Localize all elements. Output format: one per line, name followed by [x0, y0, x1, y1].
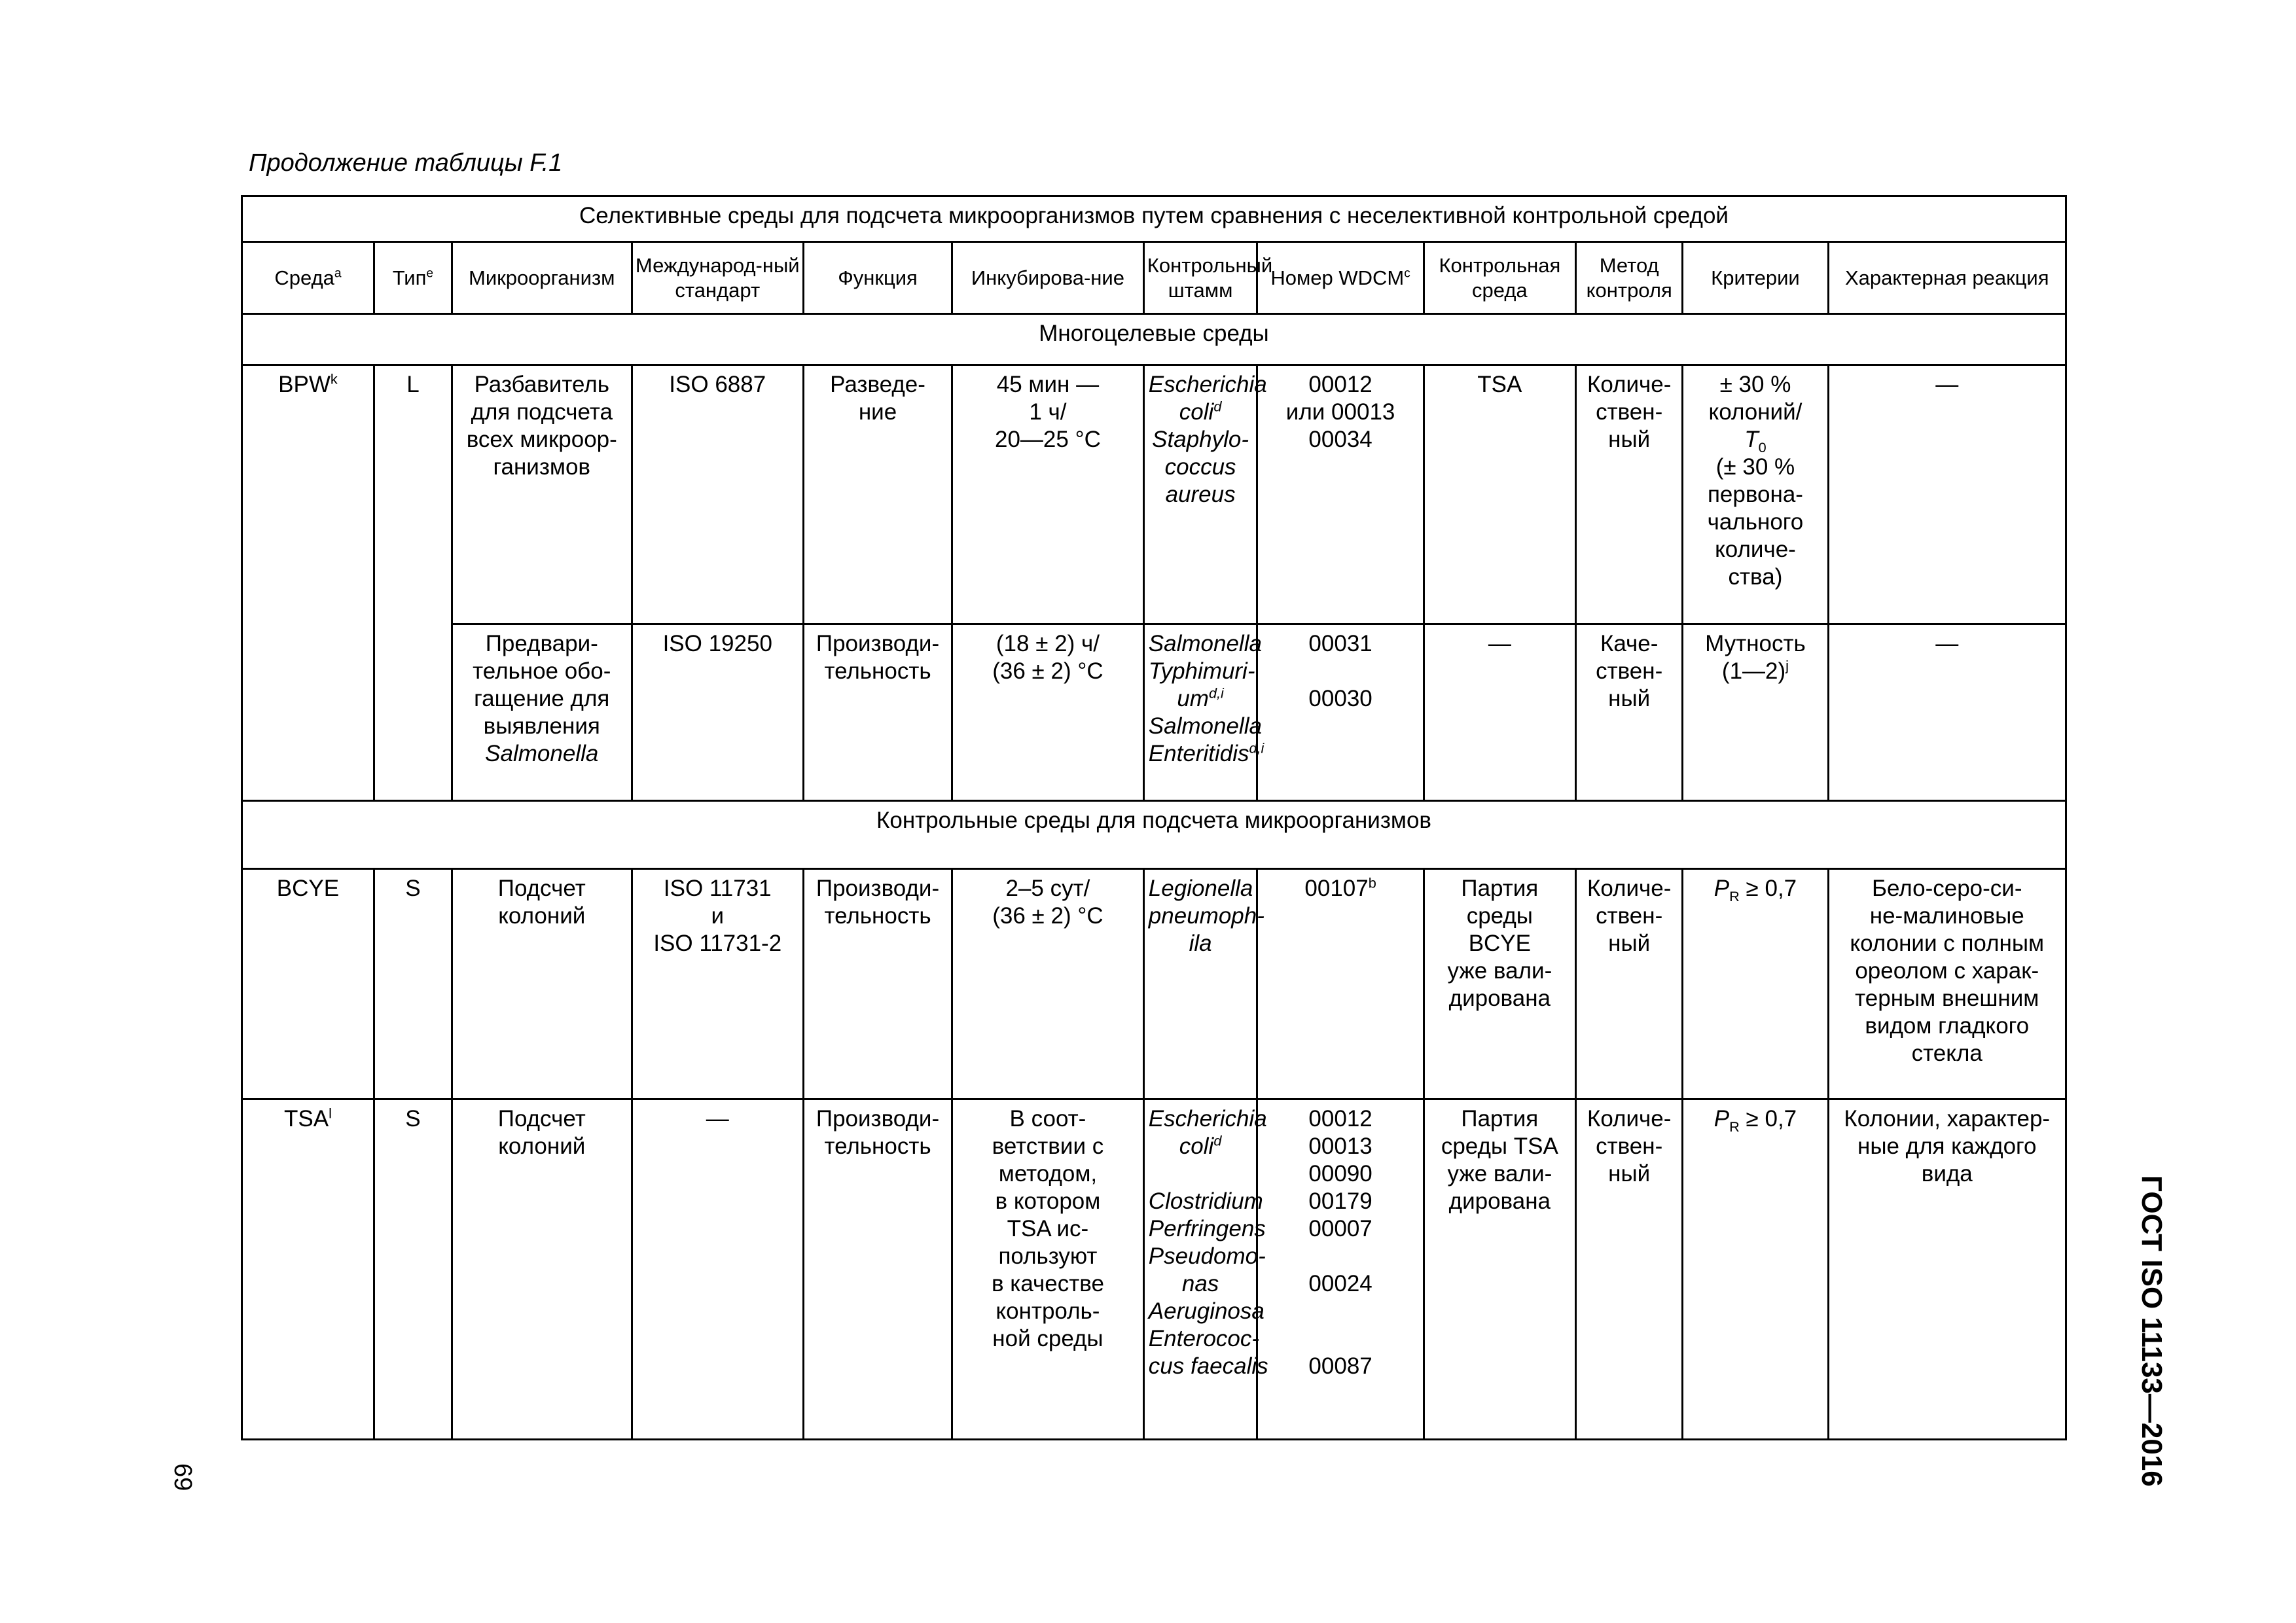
header-microorganism: Микроорганизм: [452, 242, 632, 314]
cell-standard: —: [632, 1099, 803, 1440]
cell-microorganism: Предвари- тельное обо- гащение для выявления Salmonella: [452, 624, 632, 801]
table-row-bpw-2: [242, 624, 2066, 801]
cell-control-medium: TSA: [1424, 365, 1575, 624]
cell-standard: ISO 11731 и ISO 11731-2: [632, 869, 803, 1099]
cell-method: Каче- ствен- ный: [1575, 624, 1683, 801]
table-title: Селективные среды для подсчета микроорганизмов путем сравнения с неселективной контрольной средой: [242, 196, 2066, 242]
cell-wdcm: 00107$^b$: [1257, 869, 1424, 1099]
document-code: ГОСТ ISO 11133—2016: [2136, 1175, 2168, 1487]
cell-type-bpw: L: [374, 365, 452, 801]
media-table: [241, 195, 2067, 1440]
cell-reaction: —: [1828, 624, 2066, 801]
cell-function: Производи- тельность: [803, 869, 952, 1099]
header-medium: Среда$^a$: [242, 242, 374, 314]
cell-method: Количе- ствен- ный: [1575, 1099, 1683, 1440]
cell-method: Количе- ствен- ный: [1575, 869, 1683, 1099]
cell-wdcm: 00012 или 00013 00034: [1257, 365, 1424, 624]
section-multipurpose: Многоцелевые среды: [242, 314, 2066, 365]
cell-incubation: 45 мин — 1 ч/ 20—25 °C: [952, 365, 1144, 624]
header-incubation: Инкубирова-ние: [952, 242, 1144, 314]
section-control-media: Контрольные среды для подсчета микроорганизмов: [242, 801, 2066, 869]
cell-incubation: 2–5 сут/ (36 ± 2) °C: [952, 869, 1144, 1099]
cell-reaction: Колонии, характер- ные для каждого вида: [1828, 1099, 2066, 1440]
cell-function: Разведе- ние: [803, 365, 952, 624]
cell-criteria: $P_R \ge 0,7$: [1683, 1099, 1828, 1440]
cell-standard: ISO 6887: [632, 365, 803, 624]
cell-medium-bpw: BPW$^k$: [242, 365, 374, 801]
cell-function: Производи- тельность: [803, 1099, 952, 1440]
table-caption: Продолжение таблицы F.1: [249, 149, 563, 177]
header-function: Функция: [803, 242, 952, 314]
cell-control-medium: Партия среды TSA уже вали- дирована: [1424, 1099, 1575, 1440]
table-row-bpw-1: [242, 365, 2066, 624]
cell-strain: Legionella pneumoph- ila: [1143, 869, 1257, 1099]
table-row-tsa: [242, 1099, 2066, 1440]
header-standard: Международ-ный стандарт: [632, 242, 803, 314]
cell-reaction: —: [1828, 365, 2066, 624]
page-number: 69: [169, 1463, 196, 1491]
header-criteria: Критерии: [1683, 242, 1828, 314]
cell-strain: Escherichia coli$^d$ Clostridium Perfringens Pseudomo- nas Aeruginosa Enterococ- cus faecalis: [1143, 1099, 1257, 1440]
header-strain: Контрольный штамм: [1143, 242, 1257, 314]
cell-incubation: В соот- ветствии с методом, в котором TSA ис- пользуют в качестве контроль- ной среды: [952, 1099, 1144, 1440]
cell-control-medium: —: [1424, 624, 1575, 801]
header-type: Тип$^e$: [374, 242, 452, 314]
cell-criteria: Мутность (1—2)$^j$: [1683, 624, 1828, 801]
cell-criteria: ± 30 % колоний/ $T_0$ (± 30 % первона- чального количе- ства): [1683, 365, 1828, 624]
cell-strain: Escherichia coli$^d$ Staphylo- coccus aureus: [1143, 365, 1257, 624]
cell-type-bcye: S: [374, 869, 452, 1099]
cell-microorganism: Подсчет колоний: [452, 1099, 632, 1440]
cell-standard: ISO 19250: [632, 624, 803, 801]
cell-method: Количе- ствен- ный: [1575, 365, 1683, 624]
cell-strain: Salmonella Typhimuri- um$^{d,i}$ Salmonella Enteritidis$^{d,i}$: [1143, 624, 1257, 801]
cell-criteria: $P_R \ge 0,7$: [1683, 869, 1828, 1099]
header-wdcm: Номер WDCM$^c$: [1257, 242, 1424, 314]
cell-function: Производи- тельность: [803, 624, 952, 801]
cell-wdcm: 00031 00030: [1257, 624, 1424, 801]
cell-control-medium: Партия среды BCYE уже вали- дирована: [1424, 869, 1575, 1099]
cell-incubation: (18 ± 2) ч/ (36 ± 2) °C: [952, 624, 1144, 801]
cell-medium-tsa: TSA$^l$: [242, 1099, 374, 1440]
header-method: Метод контроля: [1575, 242, 1683, 314]
header-row: [242, 242, 2066, 314]
cell-type-tsa: S: [374, 1099, 452, 1440]
cell-microorganism: Разбавитель для подсчета всех микроор- ганизмов: [452, 365, 632, 624]
header-control-medium: Контрольная среда: [1424, 242, 1575, 314]
cell-medium-bcye: BCYE: [242, 869, 374, 1099]
cell-microorganism: Подсчет колоний: [452, 869, 632, 1099]
table-row-bcye: [242, 869, 2066, 1099]
cell-reaction: Бело-серо-си- не-малиновые колонии с полным ореолом с харак- терным внешним видом гладкого стекла: [1828, 869, 2066, 1099]
cell-wdcm: 00012 00013 00090 00179 00007 00024 00087: [1257, 1099, 1424, 1440]
header-reaction: Характерная реакция: [1828, 242, 2066, 314]
